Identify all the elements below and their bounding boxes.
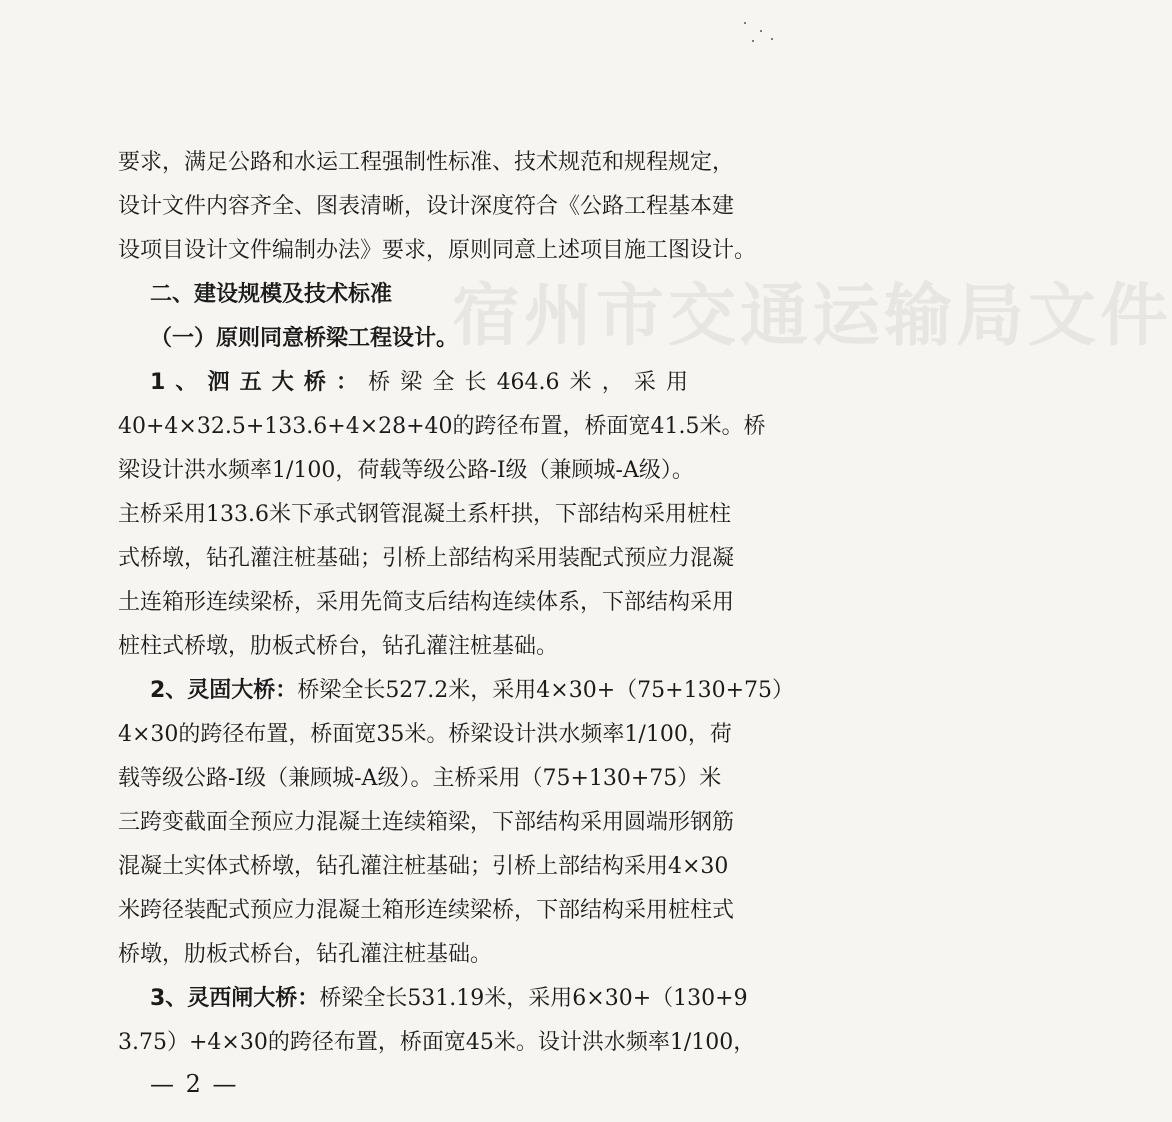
bold-text-segment: 1、泗五大桥： (150, 370, 369, 395)
section-heading (150, 280, 392, 310)
line-17 (118, 852, 729, 882)
text-segment: 40+4×32.5+133.6+4×28+40的跨径布置，桥面宽41.5米。桥 (118, 414, 766, 439)
line-2 (118, 192, 735, 222)
text-segment: 4×30的跨径布置，桥面宽35米。桥梁设计洪水频率1/100，荷 (118, 722, 732, 747)
text-segment: 主桥采用133.6米下承式钢管混凝土系杆拱，下部结构采用桩柱 (118, 502, 731, 527)
page-number: — 2 — (150, 1070, 239, 1098)
bold-text-segment: （一）原则同意桥梁工程设计。 (150, 326, 459, 351)
line-9 (118, 500, 731, 530)
text-segment: 桩柱式桥墩，肋板式桥台，钻孔灌注桩基础。 (118, 634, 559, 659)
text-segment: 土连箱形连续梁桥，采用先简支后结构连续体系，下部结构采用 (118, 590, 735, 615)
subsection-heading (150, 324, 458, 354)
scan-speck (760, 30, 762, 32)
text-segment: 桥墩，肋板式桥台，钻孔灌注桩基础。 (118, 942, 493, 967)
bold-text-segment: 2、灵固大桥： (150, 678, 298, 703)
text-segment: 设计文件内容齐全、图表清晰，设计深度符合《公路工程基本建 (118, 194, 735, 219)
line-21 (118, 1028, 756, 1058)
line-7 (118, 412, 766, 442)
line-12 (118, 632, 688, 662)
text-segment: 设项目设计文件编制办法》要求，原则同意上述项目施工图设计。 (118, 238, 757, 263)
line-6 (150, 368, 688, 398)
scan-speck (771, 38, 773, 40)
line-1 (118, 148, 735, 178)
line-3 (118, 236, 757, 266)
text-segment: 梁设计洪水频率1/100，荷载等级公路-Ⅰ级（兼顾城-A级）。 (118, 458, 694, 483)
text-segment: 米跨径装配式预应力混凝土箱形连续梁桥，下部结构采用桩柱式 (118, 898, 735, 923)
text-segment: 桥梁全长527.2米，采用4×30+（75+130+75） (297, 678, 794, 703)
text-segment: 要求，满足公路和水运工程强制性标准、技术规范和规程规定， (118, 150, 735, 175)
line-20 (150, 984, 748, 1014)
line-10 (118, 544, 735, 574)
line-14 (118, 720, 732, 750)
bold-text-segment: 二、建设规模及技术标准 (150, 282, 393, 307)
line-16 (118, 808, 735, 838)
line-18 (118, 896, 735, 926)
text-segment: 桥梁全长531.19米，采用6×30+（130+9 (319, 986, 748, 1011)
line-13 (150, 676, 794, 706)
scan-speck (744, 22, 746, 24)
text-segment: 式桥墩，钻孔灌注桩基础；引桥上部结构采用装配式预应力混凝 (118, 546, 735, 571)
text-segment: 3.75）+4×30的跨径布置，桥面宽45米。设计洪水频率1/100， (118, 1030, 756, 1055)
text-segment: 桥梁全长464.6米，采用 (368, 370, 688, 395)
line-8 (118, 456, 694, 486)
text-segment: 混凝土实体式桥墩，钻孔灌注桩基础；引桥上部结构采用4×30 (118, 854, 729, 879)
text-segment: 载等级公路-Ⅰ级（兼顾城-A级）。主桥采用（75+130+75）米 (118, 766, 722, 791)
line-19 (118, 940, 688, 970)
line-11 (118, 588, 735, 618)
bold-text-segment: 3、灵西闸大桥： (150, 986, 320, 1011)
line-15 (118, 764, 722, 794)
text-segment: 三跨变截面全预应力混凝土连续箱梁，下部结构采用圆端形钢筋 (118, 810, 735, 835)
watermark-text: 宿州市交通运输局文件 (452, 276, 1172, 356)
scan-speck (752, 40, 754, 42)
